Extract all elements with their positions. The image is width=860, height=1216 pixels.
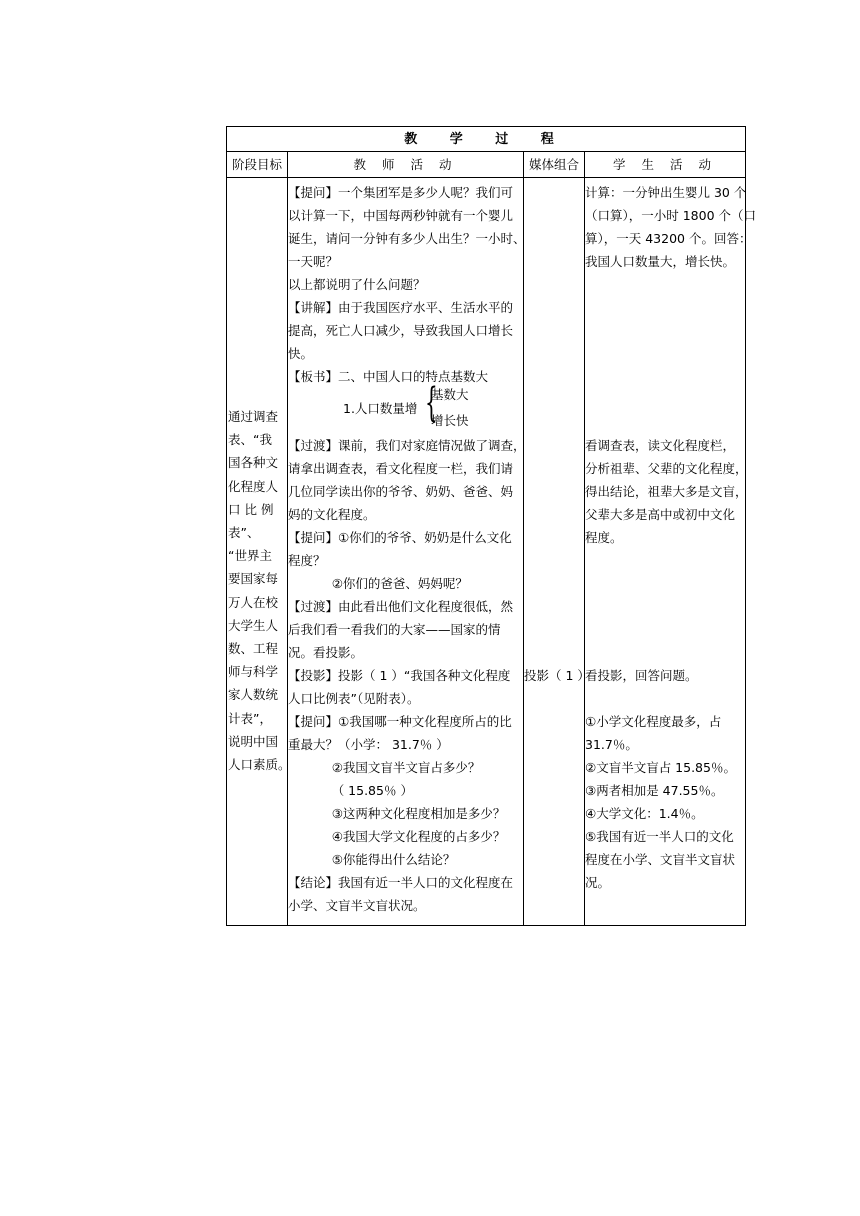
teacher-line: 【板书】二、中国人口的特点基数大 <box>288 369 489 384</box>
teacher-line: 快。 <box>288 346 314 361</box>
teacher-line: 妈的文化程度。 <box>288 507 376 522</box>
student-line: 31.7％。 <box>585 737 638 752</box>
teacher-line: 况。看投影。 <box>288 645 364 660</box>
stage-goal-line: 计表”， <box>228 710 272 726</box>
student-line: 得出结论，祖辈大多是文盲， <box>585 484 748 499</box>
stage-goal-line: 口 比 例 <box>228 501 274 517</box>
brace-glyph: { <box>425 380 438 426</box>
teacher-line: 【讲解】由于我国医疗水平、生活水平的 <box>288 300 514 315</box>
teacher-line: 【提问】①你们的爷爷、奶奶是什么文化 <box>288 530 512 545</box>
student-line: 父辈大多是高中或初中文化 <box>585 507 736 522</box>
teacher-line: ④我国大学文化程度的占多少？ <box>288 829 506 844</box>
teacher-line: ②你们的爸爸、妈妈呢？ <box>288 576 468 591</box>
teacher-line: 重最大？（小学： 31.7％ ） <box>288 737 449 752</box>
teacher-line: 小学、文盲半文盲状况。 <box>288 898 426 913</box>
media-projection: 投影（ 1 ） <box>524 668 590 683</box>
teacher-line: 后我们看一看我们的大家——国家的情 <box>288 622 501 637</box>
teacher-line: 以计算一下，中国每两秒钟就有一个婴儿 <box>288 208 514 223</box>
teacher-line: 人口比例表”（见附表）。 <box>288 691 420 706</box>
teacher-line: 一天呢？ <box>288 254 339 269</box>
teacher-line: 【结论】我国有近一半人口的文化程度在 <box>288 875 514 890</box>
student-line: 看投影，回答问题。 <box>585 668 698 683</box>
teacher-line: 几位同学读出你的爷爷、奶奶、爸爸、妈 <box>288 484 514 499</box>
student-line: ①小学文化程度最多，占 <box>585 714 722 729</box>
stage-goal-line: 师与科学 <box>228 664 279 680</box>
teacher-line: 诞生，请问一分钟有多少人出生？一小时、 <box>288 231 526 246</box>
stage-goal-line: 表、“我 <box>228 432 272 448</box>
stage-goal-line: 家人数统 <box>228 687 279 703</box>
lesson-process-table <box>226 126 757 926</box>
teacher-line: 【过渡】课前，我们对家庭情况做了调查， <box>288 438 526 453</box>
teacher-line: ②我国文盲半文盲占多少？ <box>288 760 481 775</box>
teacher-line: （ 15.85％ ） <box>288 783 413 798</box>
student-activity-3 <box>585 664 698 687</box>
stage-goal-line: 国各种文 <box>228 455 279 471</box>
stage-goal-line: 数、工程 <box>228 641 279 657</box>
teacher-line: 请拿出调查表，看文化程度一栏，我们请 <box>288 461 514 476</box>
teacher-line: ③这两种文化程度相加是多少？ <box>288 806 506 821</box>
teacher-line: 【提问】①我国哪一种文化程度所占的比 <box>288 714 512 729</box>
stage-goal-line: 万人在校 <box>228 594 279 610</box>
student-line: 计算：一分钟出生婴儿 30 个 <box>585 185 747 200</box>
stage-goal-line: 通过调查 <box>228 409 279 424</box>
header-student: 学 生 活 动 <box>613 157 717 172</box>
stage-goal-line: 要国家每 <box>228 571 279 587</box>
student-line: ⑤我国有近一半人口的文化 <box>585 829 734 844</box>
stage-goal-line: 说明中国 <box>228 733 279 749</box>
student-activity-1 <box>585 181 756 273</box>
teacher-line: 【过渡】由此看出他们文化程度很低，然 <box>288 599 514 614</box>
student-line: ③两者相加是 47.55％。 <box>585 783 724 798</box>
board-brace-top: 基数大 <box>431 387 469 402</box>
student-line: 看调查表，读文化程度栏， <box>585 438 736 453</box>
student-activity-4 <box>585 710 736 894</box>
student-line: 程度。 <box>585 530 623 545</box>
student-line: 程度在小学、文盲半文盲状 <box>585 852 736 867</box>
stage-goal-text <box>228 405 291 776</box>
teacher-activity-part2 <box>288 434 526 917</box>
board-brace-bottom: 增长快 <box>431 413 469 428</box>
teacher-activity-part1 <box>288 181 526 388</box>
stage-goal-line: 大学生人 <box>228 617 279 633</box>
teacher-line: 【提问】一个集团军是多少人呢？我们可 <box>288 185 514 200</box>
stage-goal-line: 化程度人 <box>228 478 279 494</box>
header-stage-goal: 阶段目标 <box>231 157 282 172</box>
student-line: 况。 <box>585 875 611 890</box>
board-item: 1.人口数量增 <box>343 401 418 416</box>
student-line: 分析祖辈、父辈的文化程度， <box>585 461 748 476</box>
teacher-line: ⑤你能得出什么结论？ <box>288 852 456 867</box>
teacher-line: 程度？ <box>288 553 326 568</box>
student-line: ②文盲半文盲占 15.85％。 <box>585 760 736 775</box>
header-media: 媒体组合 <box>528 157 579 172</box>
student-line: 算），一天 43200 个。回答： <box>585 231 752 246</box>
student-line: ④大学文化：1.4％。 <box>585 806 704 821</box>
student-line: 我国人口数量大，增长快。 <box>585 254 736 269</box>
table-title: 教 学 过 程 <box>404 132 568 147</box>
stage-goal-line: “世界主 <box>228 548 272 564</box>
student-line: （口算），一小时 1800 个（口 <box>585 208 757 223</box>
header-teacher: 教 师 活 动 <box>353 157 458 172</box>
stage-goal-line: 表”、 <box>228 525 260 541</box>
student-activity-2 <box>585 434 748 549</box>
teacher-line: 【投影】投影（ 1 ）“我国各种文化程度 <box>288 668 511 683</box>
teacher-line: 以上都说明了什么问题？ <box>288 277 426 292</box>
teacher-line: 提高，死亡人口减少，导致我国人口增长 <box>288 323 514 338</box>
stage-goal-line: 人口素质。 <box>228 757 291 773</box>
